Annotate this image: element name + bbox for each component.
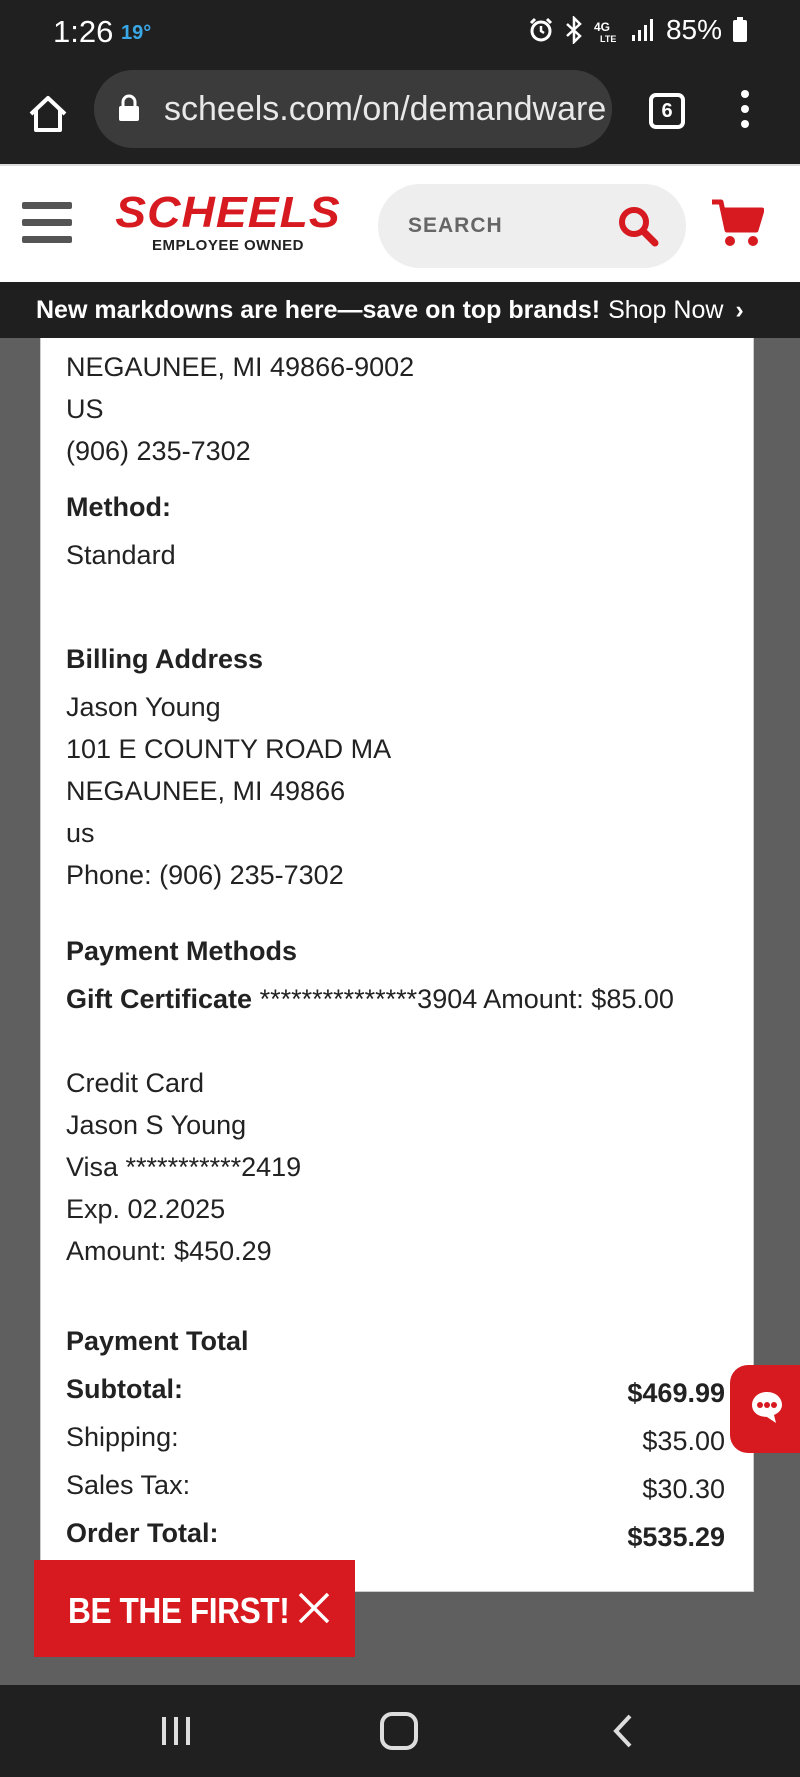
method-value: Standard [66, 540, 176, 570]
svg-text:LTE: LTE [599, 34, 617, 43]
order-details-card [40, 338, 754, 1592]
card-type: Credit Card [66, 1068, 205, 1098]
be-the-first-text: BE THE FIRST! [68, 1590, 290, 1631]
gift-certificate-label: Gift Certificate [66, 984, 253, 1014]
status-bar [0, 0, 800, 66]
be-the-first-popup[interactable] [34, 1560, 355, 1657]
chat-icon [750, 1389, 784, 1425]
gift-certificate-detail: ***************3904 Amount: $85.00 [259, 984, 674, 1014]
search-input[interactable] [378, 184, 686, 268]
billing-phone: Phone: (906) 235-7302 [66, 860, 344, 890]
status-temperature: 19° [121, 22, 152, 44]
promo-banner[interactable] [0, 282, 800, 338]
chevron-right-icon: › [735, 296, 744, 324]
scheels-logo[interactable] [108, 190, 348, 256]
chat-button[interactable] [730, 1365, 800, 1453]
order-total-label: Order Total: [66, 1518, 219, 1548]
sales-tax-label: Sales Tax: [66, 1470, 191, 1500]
cart-icon[interactable] [710, 198, 764, 248]
payment-methods-heading: Payment Methods [66, 936, 298, 966]
search-placeholder: SEARCH [408, 214, 503, 237]
card-number: Visa ***********2419 [66, 1152, 302, 1182]
recent-apps-icon[interactable] [160, 1715, 192, 1747]
billing-heading: Billing Address [66, 644, 264, 674]
subtotal-label: Subtotal: [66, 1374, 183, 1404]
shipping-value: $35.00 [642, 1426, 725, 1456]
nav-home-icon[interactable] [380, 1712, 418, 1750]
card-expiry: Exp. 02.2025 [66, 1194, 226, 1224]
search-icon[interactable] [616, 204, 660, 248]
logo-tagline: EMPLOYEE OWNED [151, 237, 304, 254]
order-total-value: $535.29 [627, 1522, 725, 1552]
shipping-label: Shipping: [66, 1422, 179, 1452]
hamburger-menu-icon[interactable] [22, 202, 72, 246]
signal-icon [630, 17, 656, 43]
sales-tax-value: $30.30 [642, 1474, 725, 1504]
billing-name: Jason Young [66, 692, 221, 722]
back-icon[interactable] [610, 1713, 636, 1749]
card-holder-name: Jason S Young [66, 1110, 247, 1140]
site-header [0, 164, 800, 282]
tab-switcher-button[interactable]: 6 [649, 93, 685, 129]
payment-total-heading: Payment Total [66, 1326, 249, 1356]
status-time: 1:26 [53, 14, 114, 49]
status-icons [528, 14, 748, 46]
lock-icon [118, 94, 140, 122]
svg-text:4G: 4G [593, 20, 610, 34]
billing-city-line: NEGAUNEE, MI 49866 [66, 776, 346, 806]
billing-country: us [66, 818, 95, 848]
url-text: scheels.com/on/demandware [164, 90, 607, 128]
address-bar[interactable] [94, 70, 612, 148]
promo-message: New markdowns are here—save on top brands! [36, 296, 601, 324]
battery-icon [732, 17, 748, 43]
shipping-city-line: NEGAUNEE, MI 49866-9002 [66, 352, 415, 382]
lte-icon [594, 17, 620, 43]
card-amount: Amount: $450.29 [66, 1236, 272, 1266]
logo-wordmark: SCHEELS [115, 188, 341, 237]
close-icon[interactable] [296, 1590, 332, 1626]
subtotal-value: $469.99 [627, 1378, 725, 1408]
shop-now-link[interactable]: Shop Now [608, 296, 724, 324]
gift-certificate-line [66, 984, 674, 1015]
shipping-country: US [66, 394, 104, 424]
shipping-phone: (906) 235-7302 [66, 436, 251, 466]
home-icon[interactable] [26, 92, 70, 136]
method-label: Method: [66, 492, 171, 522]
browser-toolbar [0, 66, 800, 164]
system-nav-bar [0, 1685, 800, 1777]
alarm-icon [528, 17, 554, 43]
bluetooth-icon [564, 16, 584, 44]
more-options-icon[interactable] [735, 90, 755, 134]
battery-percent: 85% [665, 14, 722, 45]
billing-street: 101 E COUNTY ROAD MA [66, 734, 392, 764]
